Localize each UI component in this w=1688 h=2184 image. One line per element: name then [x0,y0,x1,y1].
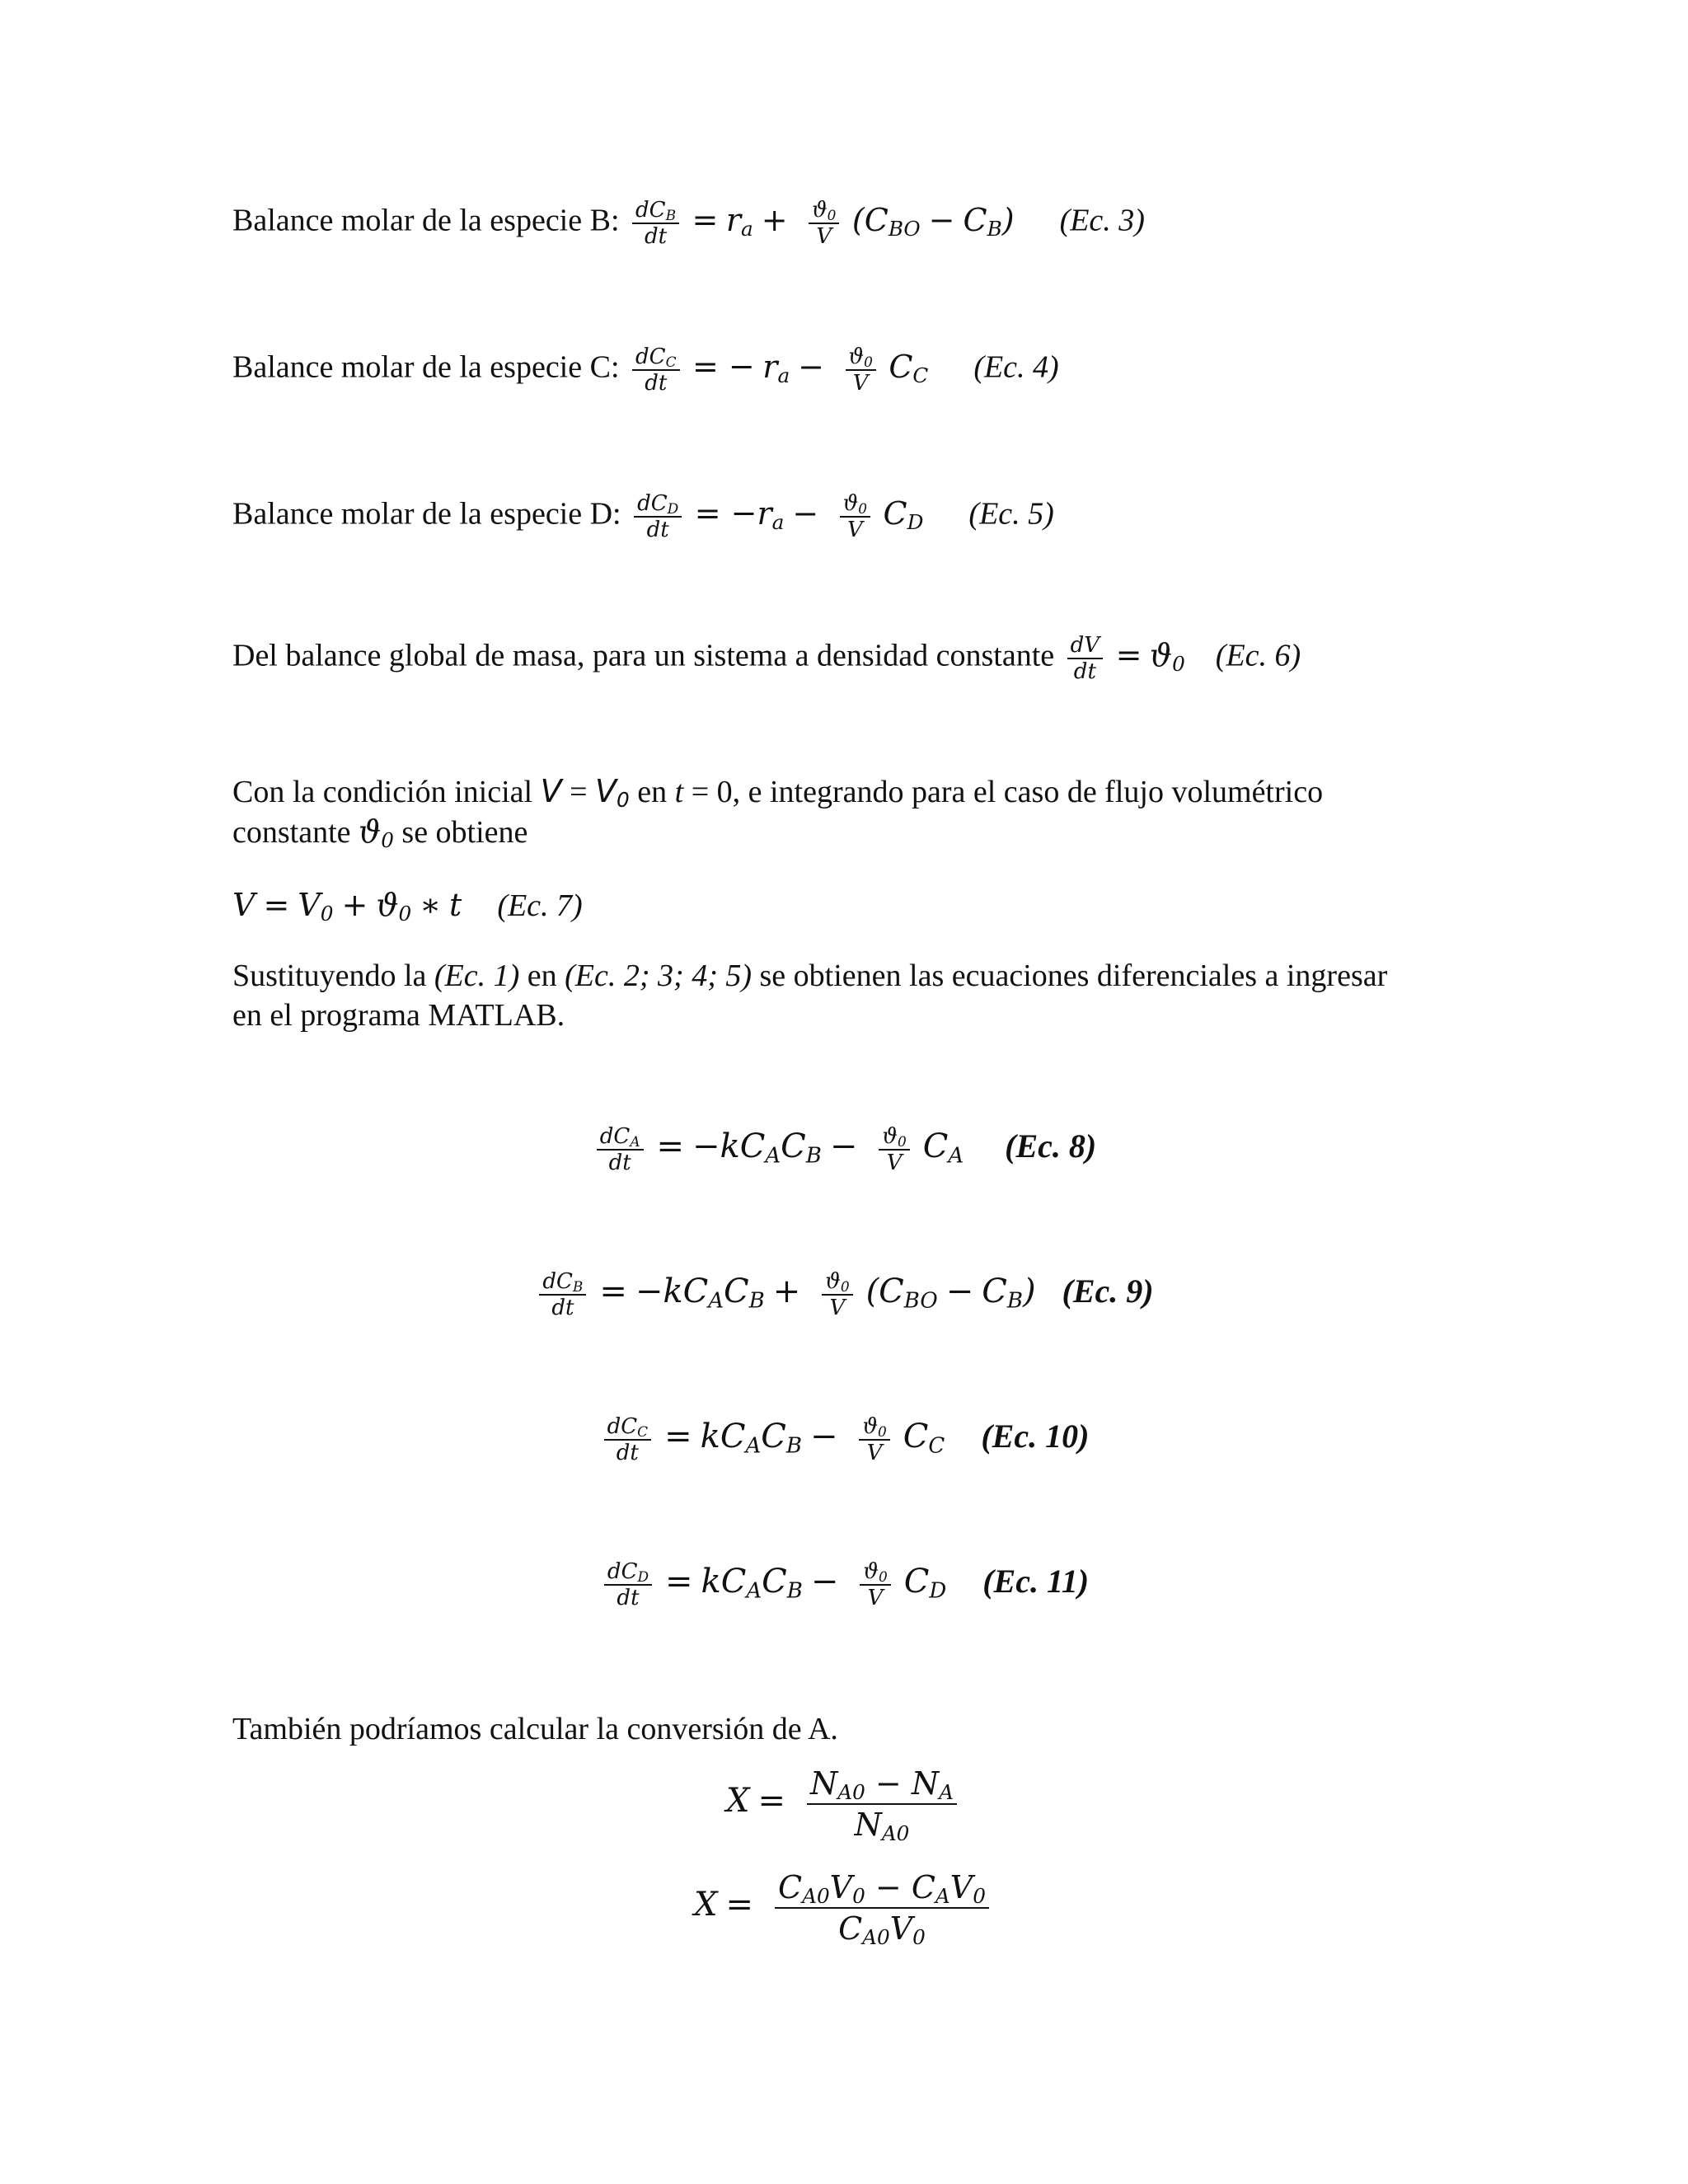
ec11-label: (Ec. 11) [982,1563,1090,1601]
initial-condition-text-3: = 0, e integrando para el caso de flujo volumétrico [691,775,1324,809]
balance-c-label: Balance molar de la especie C: [232,349,620,385]
ec4-label: (Ec. 4) [973,349,1059,385]
dv-dt-fraction: $\frac{dV}{dt}$ [1067,633,1103,684]
theta-over-v-fraction: $\frac{ϑ_0}{V}$ [809,198,839,249]
balance-d-label: Balance molar de la especie D: [232,496,621,532]
balance-b-label: Balance molar de la especie B: [232,203,620,238]
ec10-label: (Ec. 10) [981,1418,1090,1455]
initial-condition-text-2: en [637,775,668,809]
dcd-dt-fraction: $\frac{dC_D}{dt}$ [604,1559,652,1610]
dcc-dt-fraction: $\frac{dC_C}{dt}$ [632,344,679,396]
theta-over-v-fraction: $\frac{ϑ_0}{V}$ [879,1124,909,1175]
balance-d-line: Balance molar de la especie D: $\frac{dC_D}{dt}$ = $-r_a$ − $\frac{ϑ_0}{V}$ $C_D$ (Ec. 5) [232,491,1054,542]
initial-condition-text-5: se obtiene [401,815,528,850]
substitution-text-3: se obtienen las ecuaciones diferenciales a ingresar [759,958,1388,993]
conversion-fraction-1: $\frac{N_{A0} - N_A}{N_{A0}}$ [807,1764,957,1844]
dcc-dt-fraction: $\frac{dC_C}{dt}$ [604,1414,651,1465]
ec8-label: (Ec. 8) [1005,1127,1097,1165]
conversion-text: También podríamos calcular la conversión de A. [232,1712,838,1746]
ec9-label: (Ec. 9) [1062,1272,1154,1310]
ec6-label: (Ec. 6) [1215,638,1301,673]
volume-equation: $V = V_0 + ϑ_0$ ∗ t (Ec. 7) [232,887,583,926]
substitution-ref-1: (Ec. 1) [434,958,520,993]
dcb-dt-fraction: $\frac{dC_B}{dt}$ [539,1269,586,1320]
substitution-paragraph [232,956,1469,1035]
equation-8: $\frac{dC_A}{dt}$ = $-kC_AC_B$ − $\frac{ϑ_0}{V}$ $C_A$ (Ec. 8) [0,1124,1688,1175]
ec7-label: (Ec. 7) [497,888,583,923]
balance-c-line: Balance molar de la especie C: $\frac{dC_C}{dt}$ = − $r_a$ − $\frac{ϑ_0}{V}$ $C_C$ (Ec. 4) [232,344,1059,396]
substitution-text-2: en [527,958,557,993]
substitution-text-1: Sustituyendo la [232,958,427,993]
initial-condition-text-1: Con la condición inicial [232,775,533,809]
conversion-fraction-2: $\frac{C_{A0}V_0 - C_AV_0}{C_{A0}V_0}$ [775,1868,989,1948]
substitution-ref-2: (Ec. 2; 3; 4; 5) [565,958,753,993]
conversion-formula-1: X = $\frac{N_{A0} - N_A}{N_{A0}}$ [0,1764,1688,1844]
initial-condition-text-4: constante [232,815,351,850]
equation-10: $\frac{dC_C}{dt}$ = $kC_AC_B$ − $\frac{ϑ_0}{V}$ $C_C$ (Ec. 10) [0,1414,1688,1465]
theta-over-v-fraction: $\frac{ϑ_0}{V}$ [860,1559,890,1610]
global-balance-line: Del balance global de masa, para un sistema a densidad constante $\frac{dV}{dt}$ = $ϑ_0$ (Ec. 6) [232,633,1301,684]
global-balance-label: Del balance global de masa, para un sistema a densidad constante [232,638,1055,673]
substitution-text-4: en el programa MATLAB. [232,998,565,1033]
balance-b-line: Balance molar de la especie B: $\frac{dC_B}{dt}$ = $r_a$ + $\frac{ϑ_0}{V}$ $(C_{BO} - C_B)$ (Ec. 3) [232,198,1145,249]
equation-11: $\frac{dC_D}{dt}$ = $kC_AC_B$ − $\frac{ϑ_0}{V}$ $C_D$ (Ec. 11) [0,1559,1688,1610]
dca-dt-fraction: $\frac{dC_A}{dt}$ [597,1124,644,1175]
conversion-formula-2: X = $\frac{C_{A0}V_0 - C_AV_0}{C_{A0}V_0}$ [0,1868,1688,1948]
theta-over-v-fraction: $\frac{ϑ_0}{V}$ [859,1414,889,1465]
theta-over-v-fraction: $\frac{ϑ_0}{V}$ [822,1269,852,1320]
equation-9: $\frac{dC_B}{dt}$ = $-kC_AC_B$ + $\frac{ϑ_0}{V}$ $(C_{BO} - C_B)$ (Ec. 9) [0,1269,1688,1320]
ec3-label: (Ec. 3) [1059,203,1145,238]
ec5-label: (Ec. 5) [968,496,1054,532]
dcb-dt-fraction: $\frac{dC_B}{dt}$ [632,198,679,249]
dcd-dt-fraction: $\frac{dC_D}{dt}$ [634,491,682,542]
theta-over-v-fraction: $\frac{ϑ_0}{V}$ [840,491,870,542]
initial-condition-paragraph: Con la condición inicial $V = V_0$ en t = 0, e integrando para el caso de flujo volumétrico constante $ϑ_0$ se obtiene [232,773,1324,853]
theta-over-v-fraction: $\frac{ϑ_0}{V}$ [846,344,876,396]
